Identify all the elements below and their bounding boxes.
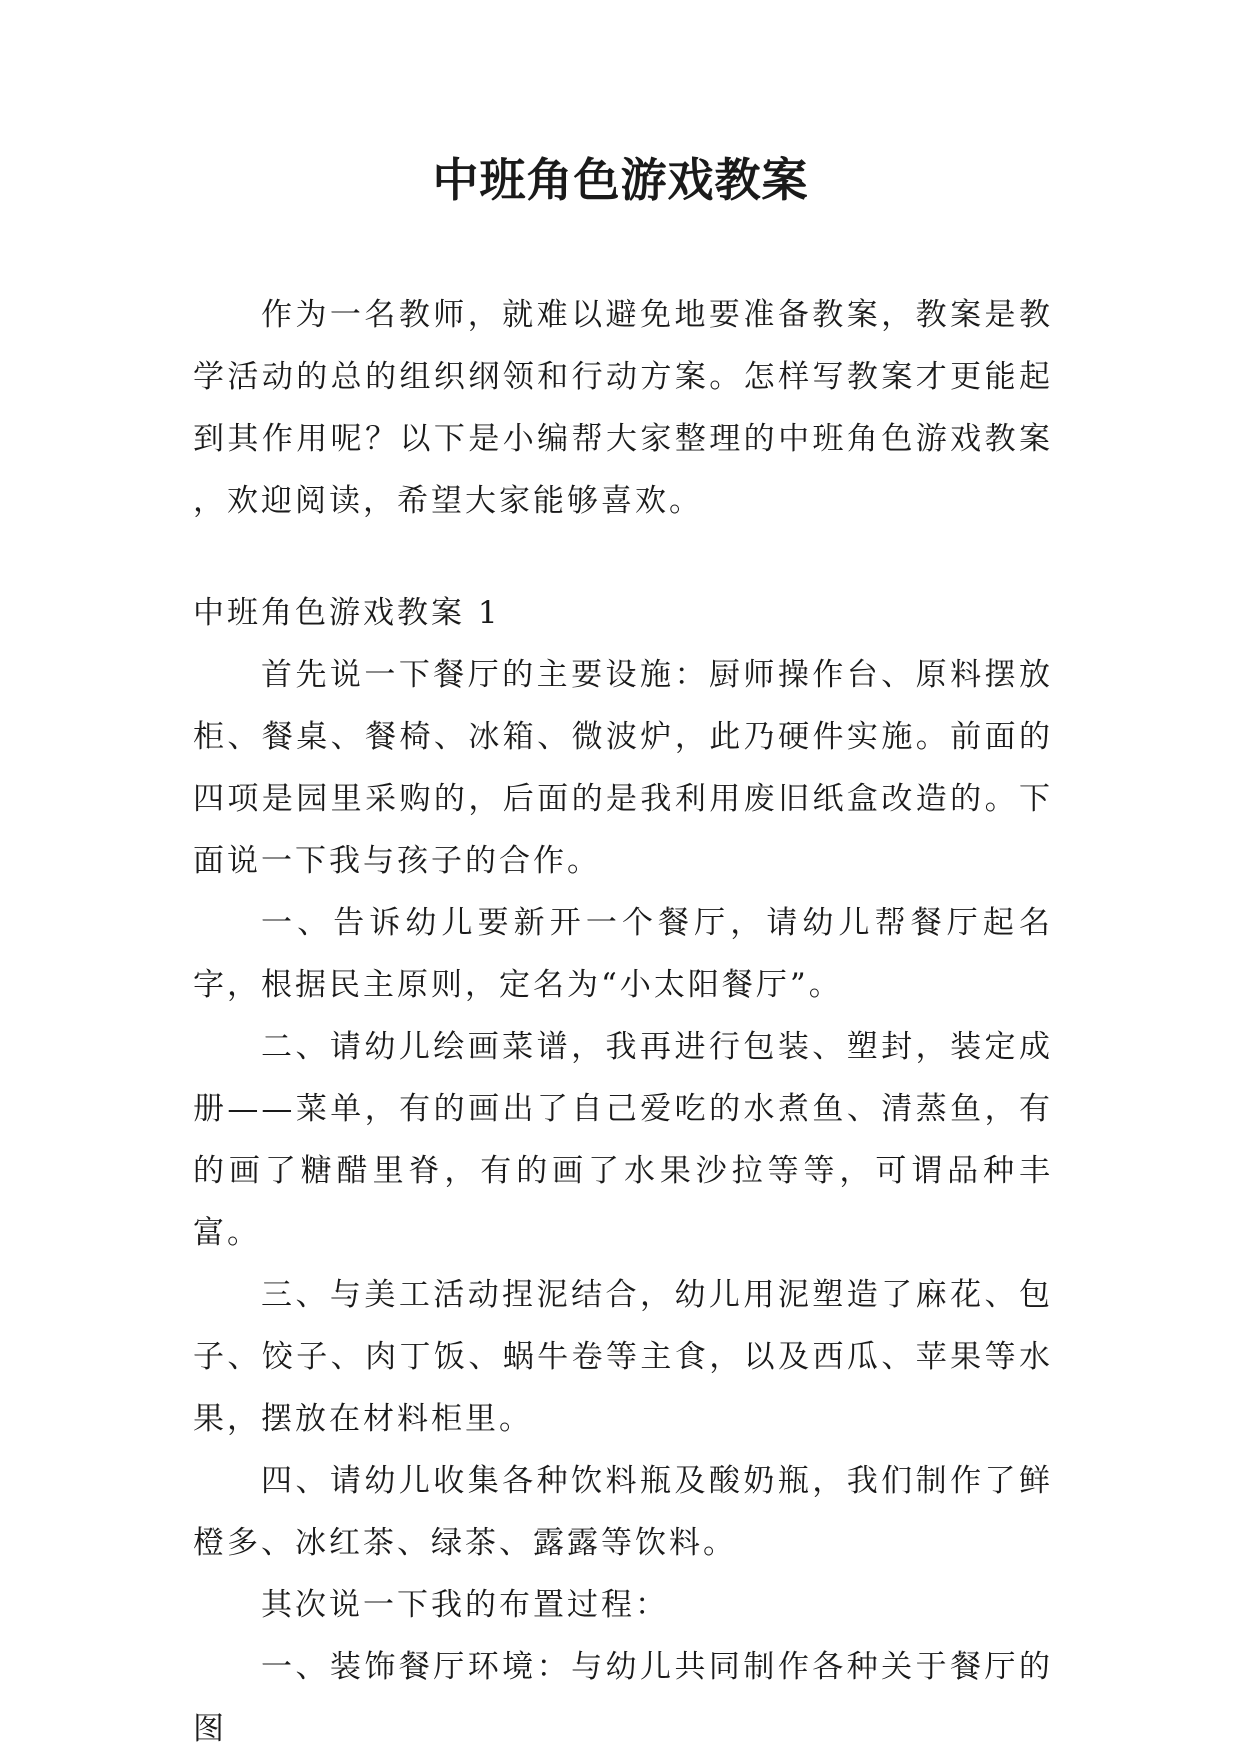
- body-paragraph-1: 首先说一下餐厅的主要设施：厨师操作台、原料摆放柜、餐桌、餐椅、冰箱、微波炉，此乃硬件实施。前面的四项是园里采购的，后面的是我利用废旧纸盒改造的。下面说一下我与孩子的合作。: [193, 657, 1053, 879]
- document-body: [193, 284, 1053, 1760]
- body-paragraph-4: 三、与美工活动捏泥结合，幼儿用泥塑造了麻花、包子、饺子、肉丁饭、蜗牛卷等主食，以及西瓜、苹果等水果，摆放在材料柜里。: [193, 1277, 1053, 1437]
- body-paragraph-3: 二、请幼儿绘画菜谱，我再进行包装、塑封，装定成册——菜单，有的画出了自己爱吃的水煮鱼、清蒸鱼，有的画了糖醋里脊，有的画了水果沙拉等等，可谓品种丰富。: [193, 1029, 1053, 1251]
- body-paragraph-2: 一、告诉幼儿要新开一个餐厅，请幼儿帮餐厅起名字，根据民主原则，定名为“小太阳餐厅”。: [193, 905, 1053, 1003]
- document-title: 中班角色游戏教案: [432, 153, 809, 207]
- body-paragraph-7: 一、装饰餐厅环境：与幼儿共同制作各种关于餐厅的图: [193, 1649, 1053, 1747]
- body-paragraph-6: 其次说一下我的布置过程：: [261, 1587, 669, 1623]
- body-paragraph-5: 四、请幼儿收集各种饮料瓶及酸奶瓶，我们制作了鲜橙多、冰红茶、绿茶、露露等饮料。: [193, 1463, 1053, 1561]
- spacer: [193, 532, 1053, 582]
- intro-paragraph: 作为一名教师，就难以避免地要准备教案，教案是教学活动的总的组织纲领和行动方案。怎样写教案才更能起到其作用呢？以下是小编帮大家整理的中班角色游戏教案 ，欢迎阅读，希望大家能够喜欢。: [193, 297, 1053, 519]
- section-heading: 中班角色游戏教案 1: [193, 595, 501, 631]
